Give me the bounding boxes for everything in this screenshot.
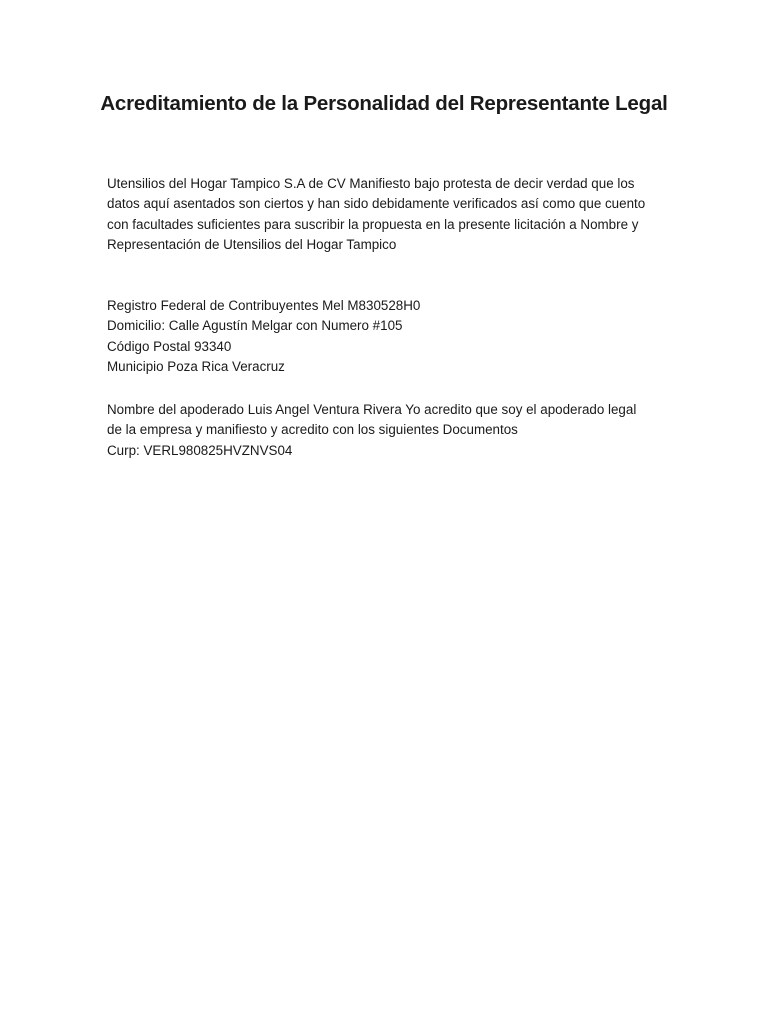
- intro-line: Utensilios del Hogar Tampico S.A de CV Manifiesto bajo protesta de decir verdad que los: [107, 176, 635, 191]
- municipality-line: Municipio Poza Rica Veracruz: [107, 359, 285, 375]
- intro-line: datos aquí asentados son ciertos y han sido debidamente verificados así como que cuento: [107, 196, 646, 212]
- intro-paragraph: [107, 174, 667, 256]
- rfc-line: Registro Federal de Contribuyentes Mel M830528H0: [107, 298, 421, 313]
- company-details: [107, 296, 667, 378]
- apoderado-line: Nombre del apoderado Luis Angel Ventura Rivera Yo acredito que soy el apoderado legal: [107, 402, 637, 417]
- intro-line: Representación de Utensilios del Hogar Tampico: [107, 237, 397, 253]
- document-title: Acreditamiento de la Personalidad del Representante Legal: [100, 92, 668, 115]
- postal-code-line: Código Postal 93340: [107, 338, 232, 354]
- apoderado-paragraph: [107, 400, 667, 461]
- curp-line: Curp: VERL980825HVZNVS04: [107, 442, 293, 458]
- intro-line: con facultades suficientes para suscribir la propuesta en la presente licitación a Nombre y: [107, 216, 639, 232]
- apoderado-line: de la empresa y manifiesto y acredito con los siguientes Documentos: [107, 422, 518, 438]
- address-line: Domicilio: Calle Agustín Melgar con Numero #105: [107, 318, 403, 334]
